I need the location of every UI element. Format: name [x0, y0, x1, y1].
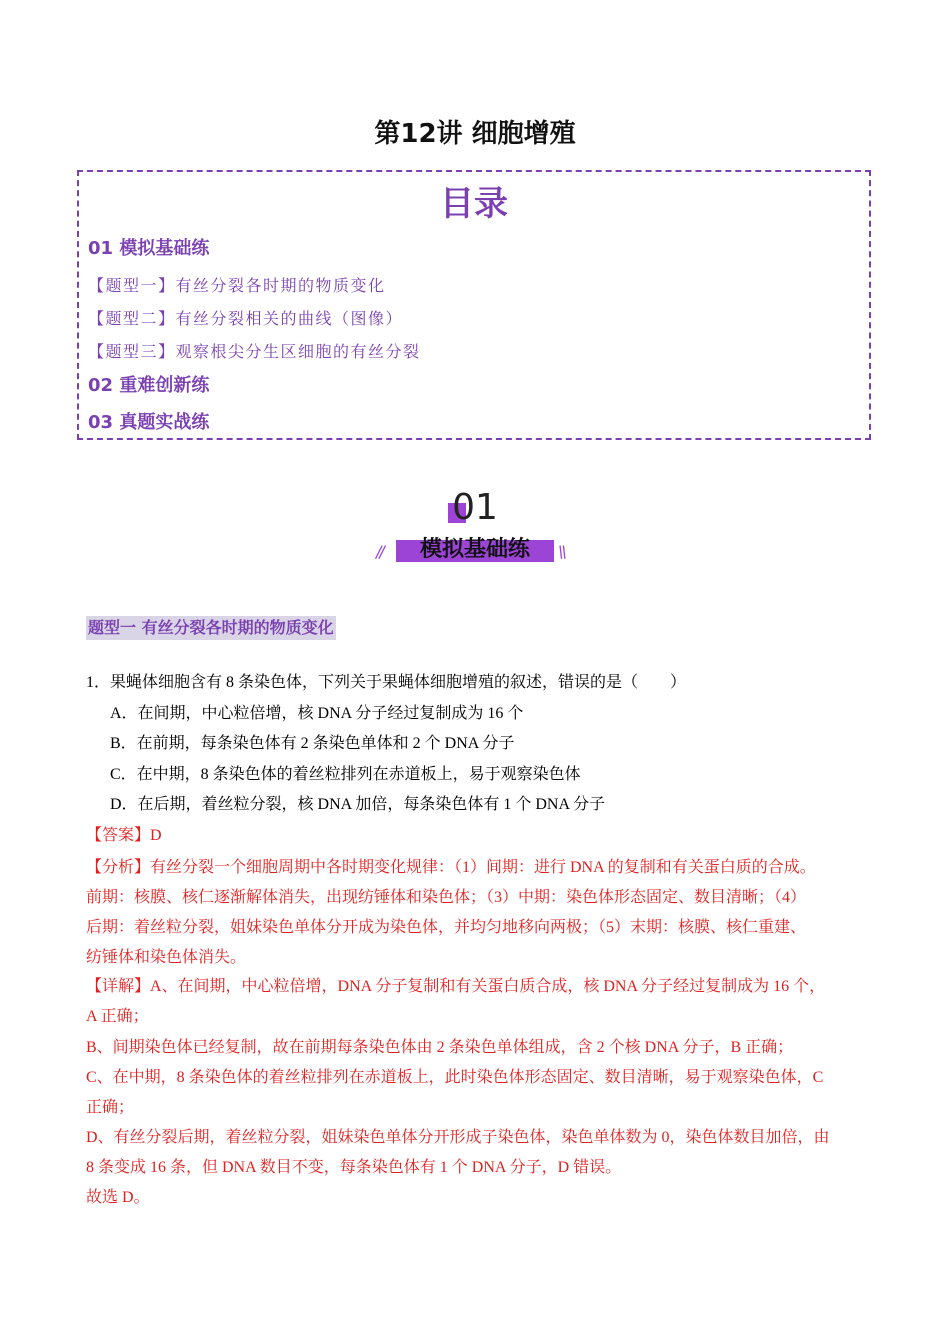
- analysis-line: 纺锤体和染色体消失。: [86, 949, 247, 966]
- analysis-line: 后期：着丝粒分裂，姐妹染色单体分开成为染色体，并均匀地移向两极；（5）末期：核膜、核仁重建、: [86, 919, 807, 936]
- question-type-heading: 题型一 有丝分裂各时期的物质变化: [86, 616, 336, 640]
- toc-heading: 目录: [440, 184, 508, 224]
- banner-left-mark: //: [376, 542, 383, 561]
- detail-line: D、有丝分裂后期，着丝粒分裂，姐妹染色单体分开形成子染色体，染色单体数为 0，染色体数目加倍，由: [86, 1129, 830, 1146]
- toc-item-type-3[interactable]: 【题型三】观察根尖分生区细胞的有丝分裂: [88, 342, 421, 361]
- detail-line: 【详解】A、在间期，中心粒倍增，DNA 分子复制和有关蛋白质合成，核 DNA 分子经过复制成为 16 个，: [86, 978, 826, 995]
- toc-item-section-01[interactable]: 01 模拟基础练: [88, 238, 210, 259]
- banner-right-mark: \\: [558, 542, 565, 561]
- toc-item-section-03[interactable]: 03 真题实战练: [88, 412, 210, 433]
- option-c: C．在中期，8 条染色体的着丝粒排列在赤道板上，易于观察染色体: [110, 766, 581, 783]
- question-stem: 1．果蝇体细胞含有 8 条染色体，下列关于果蝇体细胞增殖的叙述，错误的是（ ）: [86, 674, 687, 691]
- toc-item-type-1[interactable]: 【题型一】有丝分裂各时期的物质变化: [88, 276, 386, 295]
- analysis-line: 前期：核膜、核仁逐渐解体消失，出现纺锤体和染色体；（3）中期：染色体形态固定、数目清晰；（4）: [86, 889, 807, 906]
- banner-title: 模拟基础练: [419, 537, 530, 562]
- table-of-contents: [77, 170, 871, 440]
- toc-item-type-2[interactable]: 【题型二】有丝分裂相关的曲线（图像）: [88, 309, 404, 328]
- toc-item-section-02[interactable]: 02 重难创新练: [88, 375, 210, 396]
- answer-line: 【答案】D: [86, 827, 162, 844]
- detail-line: A 正确；: [86, 1008, 149, 1025]
- banner-number: 01: [452, 487, 498, 528]
- detail-line: B、间期染色体已经复制，故在前期每条染色体由 2 条染色单体组成，含 2 个核 DNA 分子，B 正确；: [86, 1039, 794, 1056]
- analysis-line: 【分析】有丝分裂一个细胞周期中各时期变化规律：（1）间期：进行 DNA 的复制和有关蛋白质的合成。: [86, 859, 816, 876]
- option-b: B．在前期，每条染色体有 2 条染色单体和 2 个 DNA 分子: [110, 735, 515, 752]
- page-title: 第12讲 细胞增殖: [374, 119, 576, 149]
- conclusion-line: 故选 D。: [86, 1189, 150, 1206]
- detail-line: 正确；: [86, 1099, 135, 1116]
- detail-line: 8 条变成 16 条，但 DNA 数目不变，每条染色体有 1 个 DNA 分子，D 错误。: [86, 1159, 622, 1176]
- section-banner: [370, 488, 580, 568]
- option-d: D．在后期，着丝粒分裂，核 DNA 加倍，每条染色体有 1 个 DNA 分子: [110, 796, 606, 813]
- detail-line: C、在中期，8 条染色体的着丝粒排列在赤道板上，此时染色体形态固定、数目清晰，易于观察染色体，C: [86, 1069, 824, 1086]
- option-a: A．在间期，中心粒倍增，核 DNA 分子经过复制成为 16 个: [110, 705, 524, 722]
